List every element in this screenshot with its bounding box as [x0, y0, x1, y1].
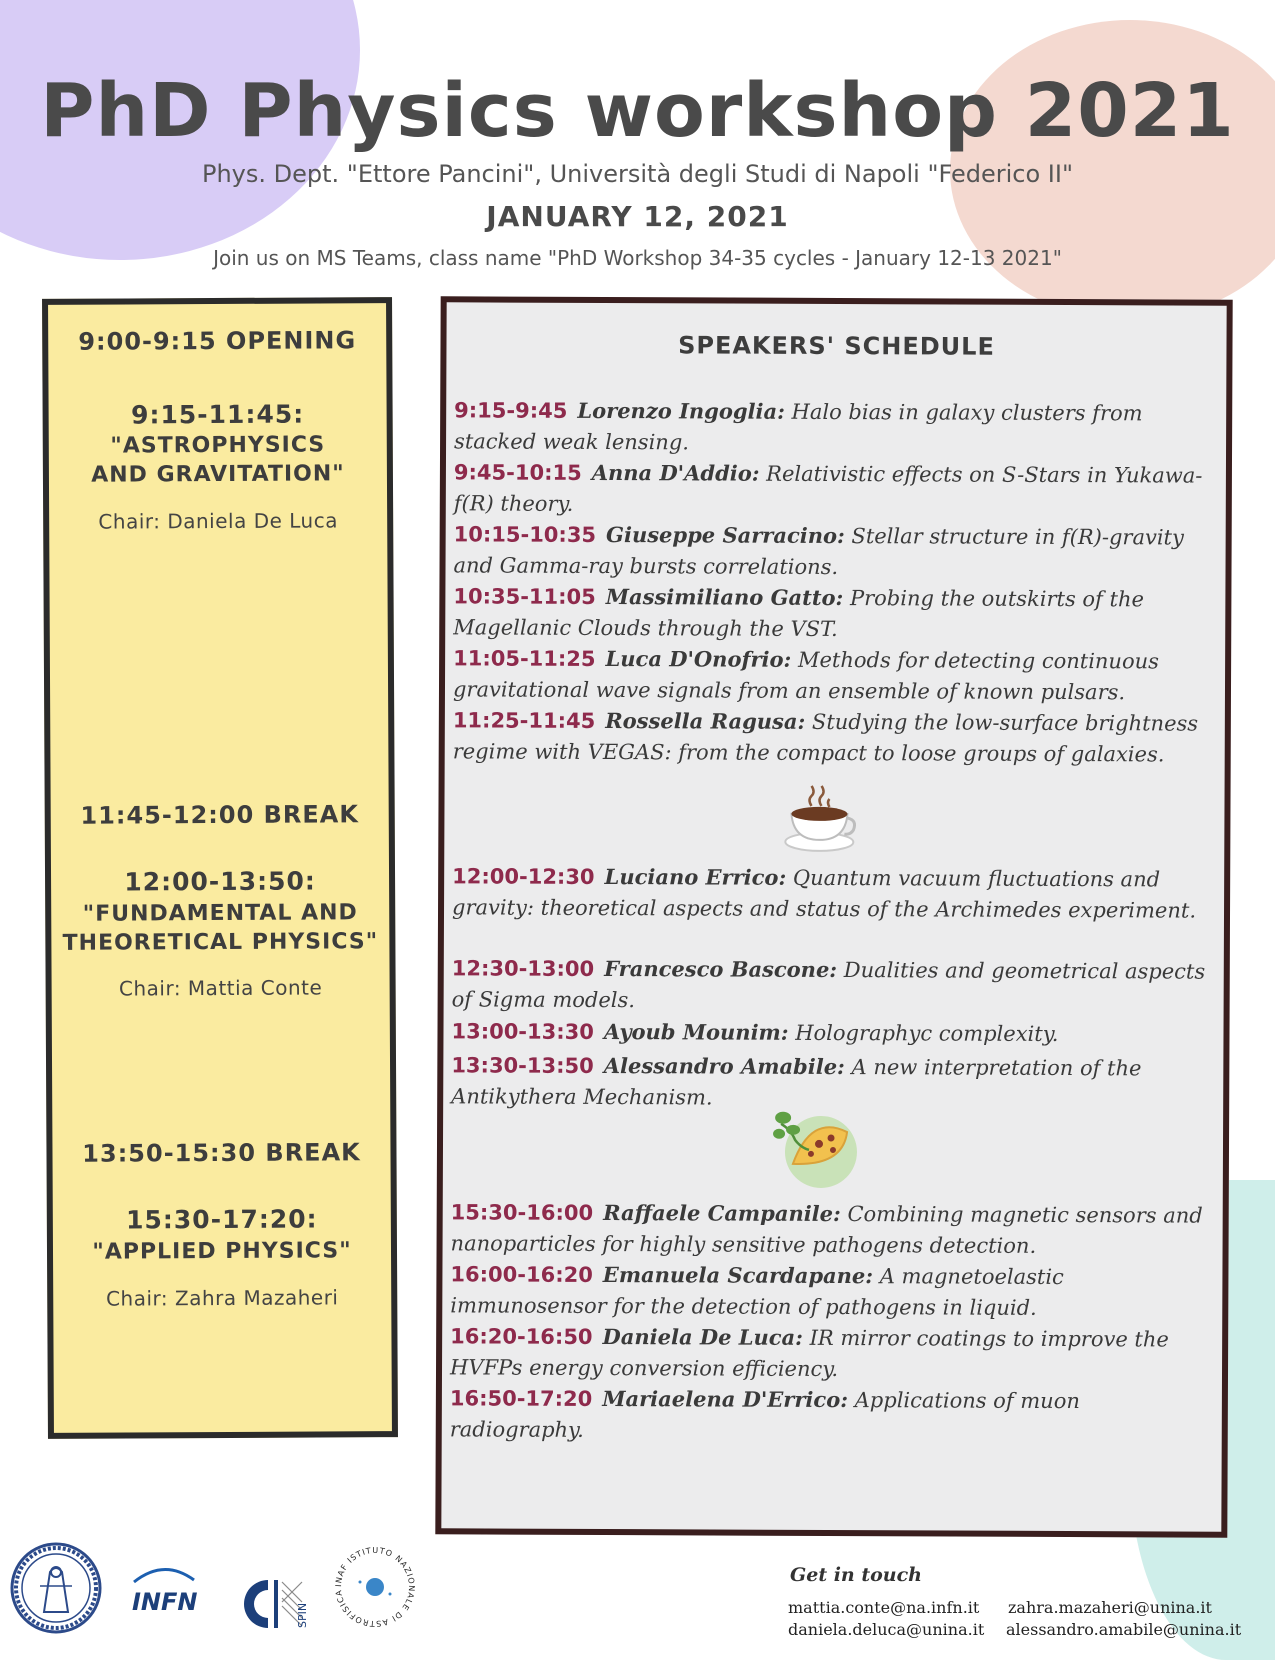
contact-email-link[interactable]: daniela.deluca@unina.it — [788, 1620, 985, 1639]
food-plate-icon — [771, 1104, 861, 1189]
contact-email-link[interactable]: mattia.conte@na.infn.it — [788, 1598, 980, 1617]
talk-title: Probing the outskirts of the Magellanic Clouds through the VST. — [453, 586, 1144, 642]
talk-speaker: Raffaele Campanile: — [603, 1199, 841, 1227]
talk-speaker: Massimiliano Gatto: — [605, 584, 844, 611]
talk-speaker: Emanuela Scardapane: — [602, 1261, 874, 1289]
session-theory-name-line1: "FUNDAMENTAL AND — [82, 900, 358, 927]
agenda-panel — [42, 297, 398, 1439]
talk-time: 9:45-10:15 — [453, 460, 582, 485]
talk-title: Halo bias in galaxy clusters from stacked weak lensing. — [454, 399, 1143, 455]
talk-title: Methods for detecting continuous gravitational wave signals from an ensemble of known pulsars. — [452, 647, 1159, 705]
talk-title: Combining magnetic sensors and nanoparticles for highly sensitive pathogens detection. — [450, 1202, 1203, 1258]
department-subtitle: Phys. Dept. "Ettore Pancini", Università degli Studi di Napoli "Federico II" — [202, 160, 1073, 188]
talk-time: 16:00-16:20 — [450, 1262, 593, 1287]
session-applied-time: 15:30-17:20: — [126, 1204, 318, 1235]
coffee-cup-icon — [779, 784, 859, 854]
opening-slot: 9:00-9:15 OPENING — [78, 326, 357, 356]
talk-speaker: Giuseppe Sarracino: — [606, 522, 845, 549]
talk-title: Quantum vacuum fluctuations and gravity: theoretical aspects and status of the Archimedes experiment. — [451, 865, 1197, 923]
talk-time: 11:25-11:45 — [452, 708, 596, 733]
talk-title: IR mirror coatings to improve the HVFPs energy conversion efficiency. — [449, 1325, 1169, 1382]
spin-logo-text: SPIN — [296, 1602, 309, 1628]
event-date: JANUARY 12, 2021 — [486, 200, 789, 233]
talk-time: 16:50-17:20 — [449, 1386, 593, 1411]
talk-speaker: Anna D'Addio: — [591, 459, 760, 486]
session-astro-name-line2: AND GRAVITATION" — [91, 461, 345, 488]
speakers-schedule-panel — [435, 296, 1232, 1537]
talk-speaker: Daniela De Luca: — [602, 1323, 804, 1350]
sponsor-logos — [0, 1540, 420, 1649]
infn-logo — [128, 1562, 200, 1624]
talk-time: 13:00-13:30 — [451, 1019, 594, 1044]
talk-title: Holographyc complexity. — [795, 1020, 1059, 1046]
talk-time: 11:05-11:25 — [453, 646, 596, 671]
talk-speaker: Mariaelena D'Errico: — [602, 1385, 849, 1413]
contact-heading: Get in touch — [790, 1564, 922, 1586]
session-astro-name-line1: "ASTROPHYSICS — [110, 432, 326, 459]
session-theory-time: 12:00-13:50: — [124, 866, 316, 897]
inaf-logo-ring-text: INAF ISTITUTO NAZIONALE DI ASTROFISICA — [333, 1545, 417, 1629]
talk-time: 10:15-10:35 — [453, 522, 597, 547]
session-applied-chair: Chair: Zahra Mazaheri — [105, 1285, 339, 1311]
talk-item — [451, 1196, 1211, 1262]
talk-item — [453, 518, 1213, 584]
talk-item — [453, 704, 1213, 770]
talk-title: Stellar structure in f(R)-gravity and Gamma-ray bursts correlations. — [453, 524, 1184, 580]
talk-item — [453, 580, 1213, 646]
talk-title: Dualities and geometrical aspects of Sigma models. — [451, 958, 1206, 1013]
session-applied-name: "APPLIED PHYSICS" — [92, 1238, 352, 1265]
talk-time: 10:35-11:05 — [453, 584, 596, 609]
talk-title: Applications of muon radiography. — [449, 1388, 1080, 1442]
talk-time: 13:30-13:50 — [451, 1053, 594, 1078]
break-slot-2: 13:50-15:30 BREAK — [82, 1138, 361, 1168]
talk-speaker: Ayoub Mounim: — [603, 1018, 789, 1045]
schedule-title: SPEAKERS' SCHEDULE — [678, 331, 995, 361]
session-astro-time: 9:15-11:45: — [130, 399, 305, 430]
talk-time: 12:00-12:30 — [452, 864, 595, 889]
talk-speaker: Lorenzo Ingoglia: — [577, 397, 785, 424]
inaf-logo — [330, 1542, 420, 1632]
talk-time: 9:15-9:45 — [454, 398, 568, 423]
contact-email-link[interactable]: alessandro.amabile@unina.it — [1006, 1620, 1242, 1639]
cnr-spin-logo — [228, 1568, 318, 1638]
talk-speaker: Luca D'Onofrio: — [605, 646, 792, 672]
unina-seal-logo — [10, 1542, 102, 1634]
contact-email-link[interactable]: zahra.mazaheri@unina.it — [1008, 1598, 1212, 1617]
talk-item — [450, 1258, 1210, 1324]
talk-item — [450, 1320, 1210, 1386]
talk-item — [450, 1382, 1210, 1448]
talk-title: A magnetoelastic immunosensor for the detection of pathogens in liquid. — [450, 1264, 1064, 1320]
talk-speaker: Rossella Ragusa: — [605, 708, 806, 734]
talk-title: Studying the low-surface brightness regime with VEGAS: from the compact to loose groups of galaxies. — [452, 709, 1199, 767]
talk-title: Relativistic effects on S-Stars in Yukawa-f(R) theory. — [453, 461, 1203, 516]
teams-note: Join us on MS Teams, class name "PhD Workshop 34-35 cycles - January 12-13 2021" — [213, 246, 1062, 270]
infn-logo-text: INFN — [132, 1588, 198, 1616]
talk-time: 12:30-13:00 — [451, 956, 595, 981]
talk-item — [454, 456, 1214, 522]
talk-title: A new interpretation of the Antikythera Mechanism. — [451, 1055, 1142, 1110]
session-theory-chair: Chair: Mattia Conte — [118, 975, 323, 1001]
break-slot-1: 11:45-12:00 BREAK — [80, 800, 360, 830]
talk-item — [453, 642, 1213, 708]
talk-item — [452, 860, 1212, 926]
talk-speaker: Francesco Bascone: — [604, 955, 838, 983]
talk-time: 16:20-16:50 — [450, 1324, 593, 1349]
talk-item — [452, 952, 1212, 1018]
talk-speaker: Alessandro Amabile: — [603, 1052, 845, 1080]
talk-time: 15:30-16:00 — [450, 1200, 594, 1225]
talk-item — [451, 1015, 1211, 1050]
page-title: PhD Physics workshop 2021 — [40, 68, 1235, 154]
session-theory-name-line2: THEORETICAL PHYSICS" — [62, 929, 379, 956]
session-astro-chair: Chair: Daniela De Luca — [98, 508, 339, 534]
talk-item — [454, 394, 1214, 460]
talk-speaker: Luciano Errico: — [604, 863, 787, 890]
